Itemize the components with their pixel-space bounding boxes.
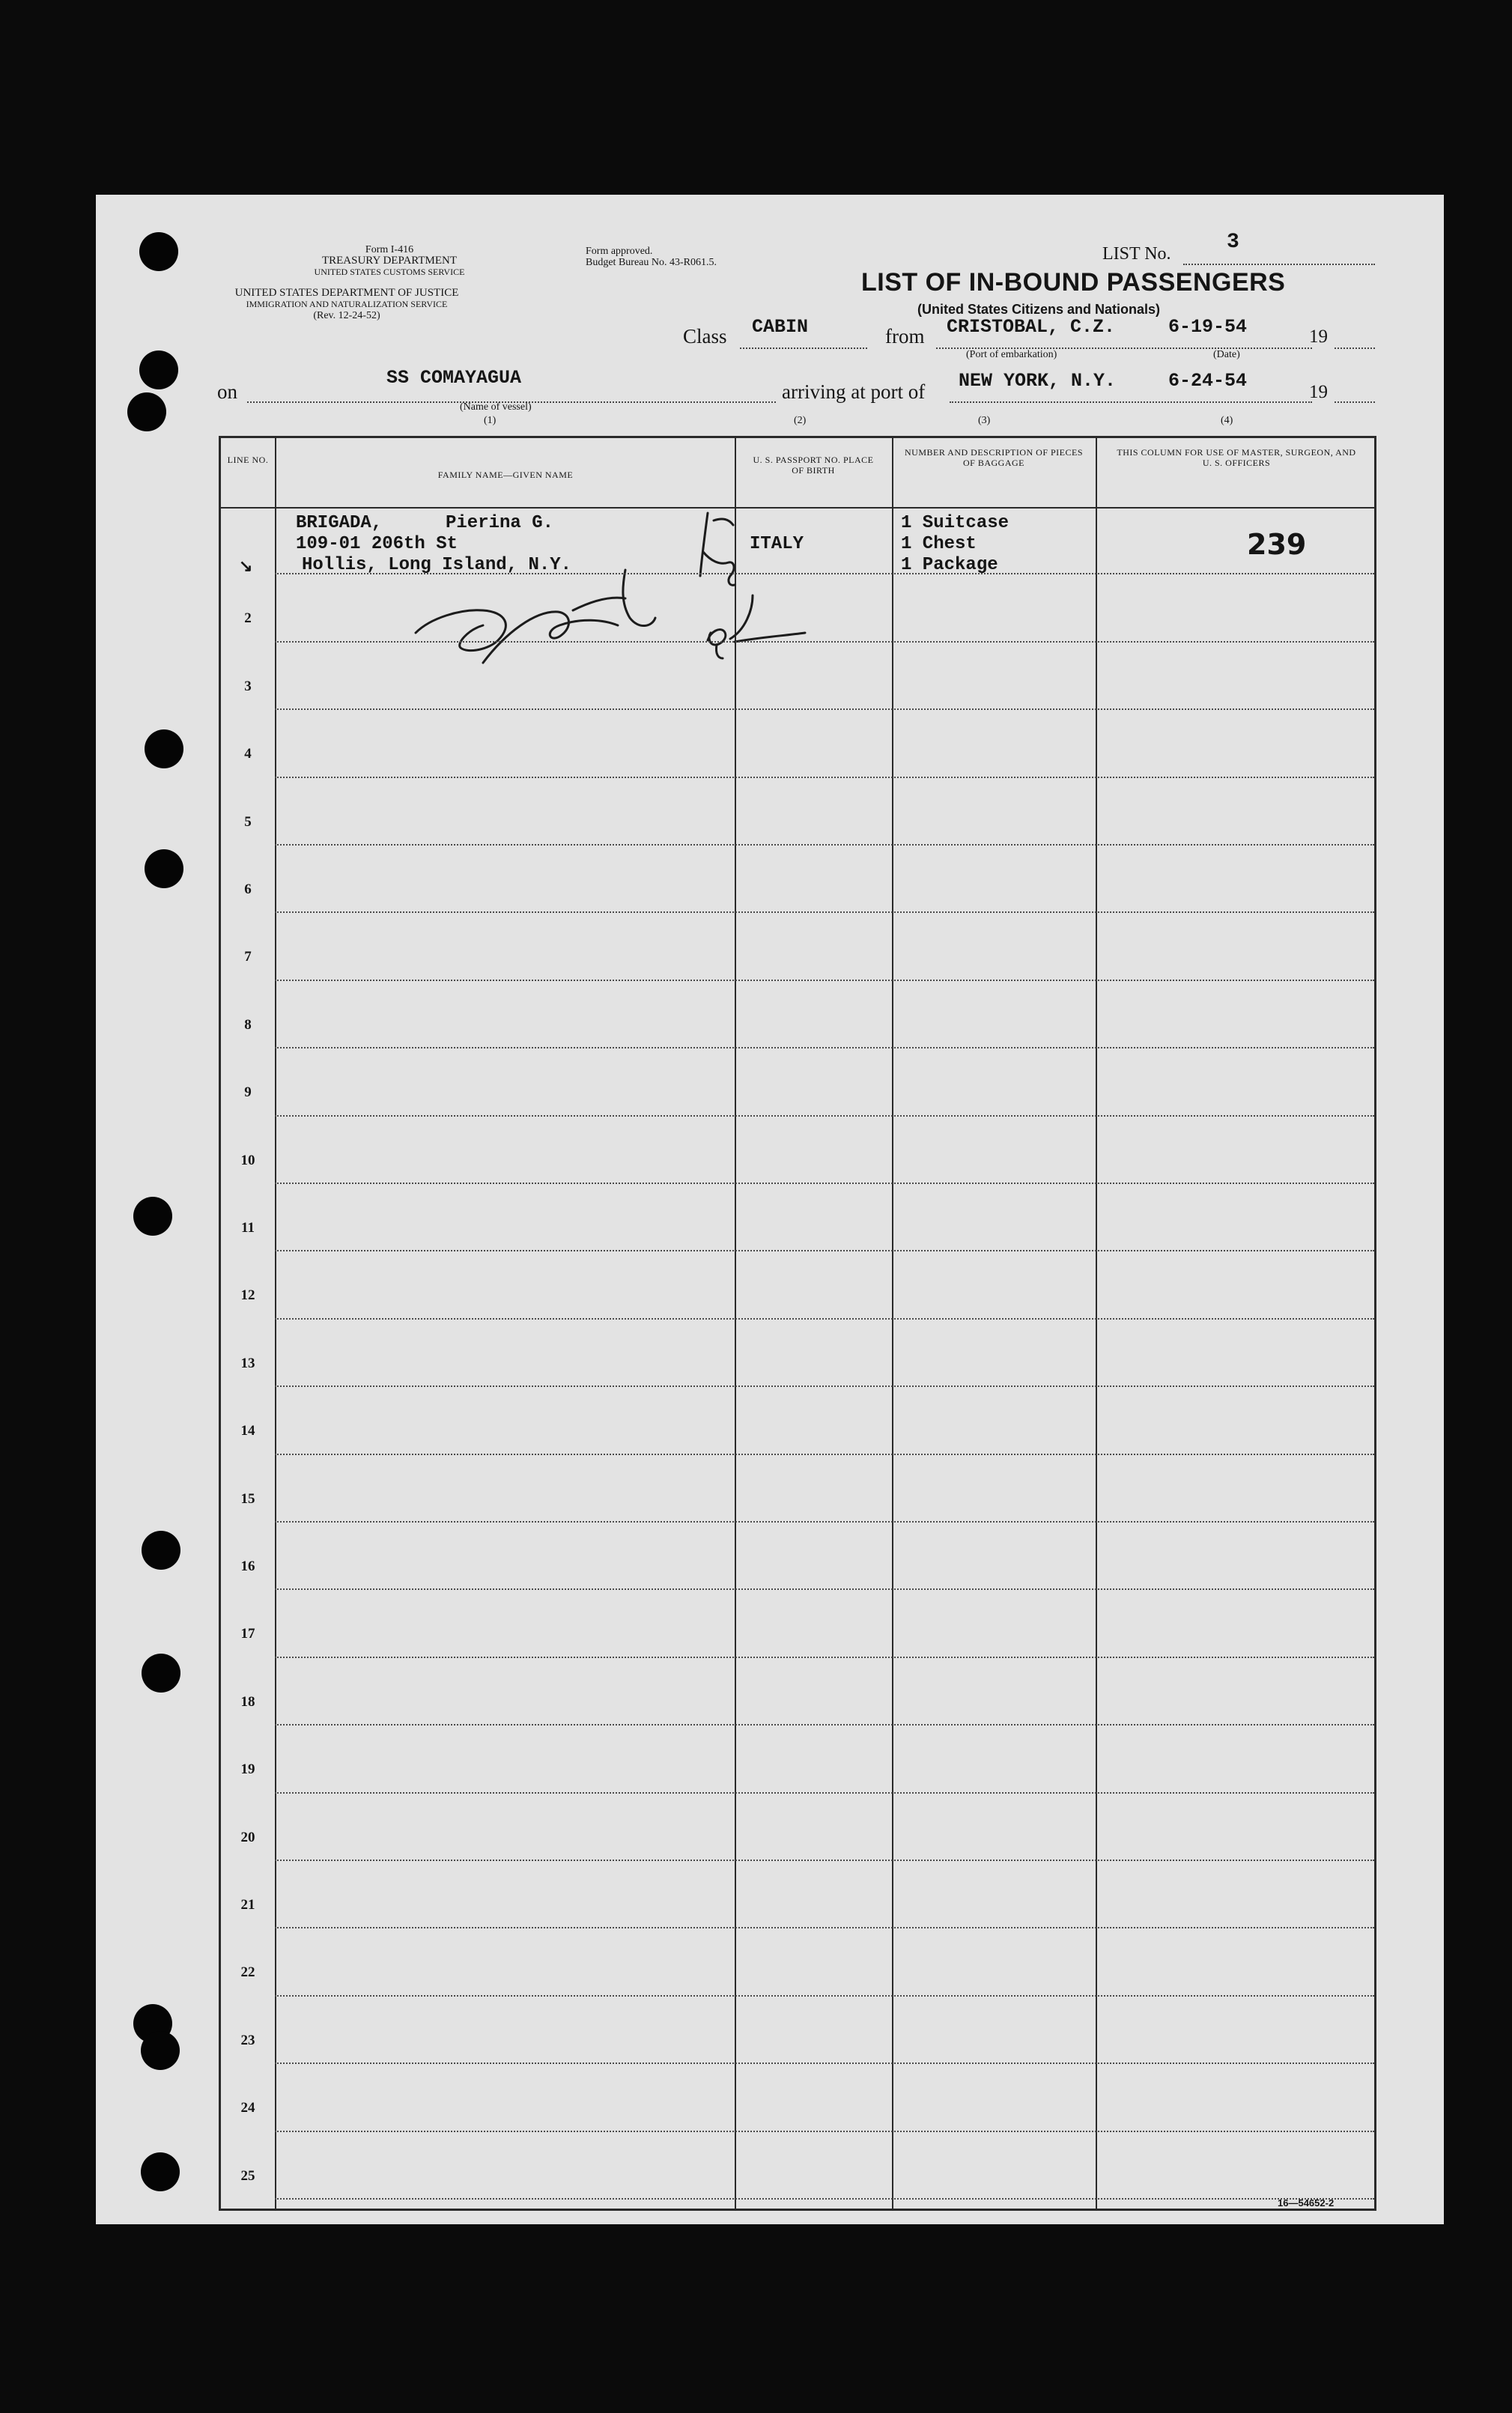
treasury-dept: TREASURY DEPARTMENT bbox=[321, 255, 458, 267]
place-of-birth: ITALY bbox=[750, 534, 804, 554]
column-number: (3) bbox=[978, 415, 991, 426]
arrival-port: NEW YORK, N.Y. bbox=[959, 370, 1117, 392]
row-rule bbox=[275, 777, 1374, 778]
arrival-date: 6-24-54 bbox=[1168, 370, 1248, 392]
class-label: Class bbox=[683, 325, 727, 347]
row-rule bbox=[275, 911, 1374, 913]
line-number: 24 bbox=[240, 2100, 255, 2116]
header-baggage: NUMBER AND DESCRIPTION OF PIECES OF BAGGAGE bbox=[904, 447, 1084, 468]
customs-service: UNITED STATES CUSTOMS SERVICE bbox=[314, 267, 465, 277]
vessel-caption: (Name of vessel) bbox=[460, 401, 532, 413]
line-number: 18 bbox=[240, 1694, 255, 1710]
line-number: 14 bbox=[240, 1423, 255, 1439]
binder-hole bbox=[145, 729, 183, 768]
binder-hole bbox=[141, 2031, 180, 2070]
list-no-label: LIST No. bbox=[1102, 244, 1171, 264]
line-number: 10 bbox=[240, 1153, 255, 1168]
line-number: 12 bbox=[240, 1287, 255, 1303]
on-label: on bbox=[217, 380, 237, 403]
ins-service: IMMIGRATION AND NATURALIZATION SERVICE bbox=[246, 299, 448, 309]
budget-bureau: Budget Bureau No. 43-R061.5. bbox=[586, 257, 717, 268]
list-number: 3 bbox=[1227, 231, 1239, 254]
line-number: 21 bbox=[240, 1897, 255, 1913]
row-rule bbox=[275, 1724, 1374, 1725]
line-number: 11 bbox=[241, 1220, 255, 1236]
row-rule bbox=[275, 1250, 1374, 1251]
justice-dept: UNITED STATES DEPARTMENT OF JUSTICE bbox=[234, 287, 459, 299]
line-number: 25 bbox=[240, 2168, 255, 2184]
row-rule bbox=[275, 1047, 1374, 1048]
form-approved: Form approved. bbox=[586, 246, 653, 257]
line-number: 2 bbox=[244, 610, 252, 626]
embarkation-port: CRISTOBAL, C.Z. bbox=[947, 316, 1116, 338]
line-number: 13 bbox=[240, 1356, 255, 1371]
row-rule bbox=[275, 1927, 1374, 1928]
binder-hole bbox=[142, 1531, 180, 1570]
column-number: (1) bbox=[484, 415, 497, 426]
header-officers: THIS COLUMN FOR USE OF MASTER, SURGEON, AND U. S. OFFICERS bbox=[1117, 447, 1356, 468]
form-subtitle: (United States Citizens and Nationals) bbox=[917, 302, 1161, 317]
row-rule bbox=[275, 641, 1374, 643]
row-rule bbox=[275, 1318, 1374, 1320]
row-rule bbox=[275, 708, 1374, 710]
row-rule bbox=[275, 1521, 1374, 1523]
officer-number: 239 bbox=[1247, 528, 1307, 561]
from-label: from bbox=[885, 325, 925, 347]
date-caption: (Date) bbox=[1213, 349, 1240, 360]
handwritten-signature bbox=[401, 498, 835, 678]
line-number: 3 bbox=[244, 679, 252, 694]
baggage-item: 1 Package bbox=[901, 555, 998, 575]
line-number: 16 bbox=[240, 1558, 255, 1574]
line-number: 22 bbox=[240, 1964, 255, 1980]
form-print-code: 16—54652-2 bbox=[1278, 2197, 1335, 2209]
passenger-table: LINE NO. FAMILY NAME—GIVEN NAME U. S. PASSPORT NO. PLACE OF BIRTH NUMBER AND DESCRIPTION OF PIECES OF BAGGAGE THIS COLUMN FOR USE OF MASTER, SURGEON, AND U. S. OFFICERS BRIGADA, Pierina G. 109-01 206th St Hollis, Long Island, N.Y. ITALY 1 Suitcase 1 Chest 1 Package 239 ↘ 2 3 4 5 6 7 8 9 10 11 12 13 14 15 16 17 18 19 20 21 22 23 24 25 bbox=[219, 436, 1376, 2211]
line-number: 5 bbox=[244, 814, 252, 830]
form-number: Form I-416 bbox=[365, 244, 414, 255]
line-number: 7 bbox=[244, 949, 252, 965]
line-number: 8 bbox=[244, 1017, 252, 1033]
year-prefix: 19 bbox=[1309, 382, 1328, 402]
revision-date: (Rev. 12-24-52) bbox=[313, 310, 380, 321]
row-rule bbox=[275, 573, 1374, 574]
baggage-item: 1 Chest bbox=[901, 534, 977, 554]
binder-hole bbox=[145, 849, 183, 888]
row-rule bbox=[275, 1860, 1374, 1861]
row-rule bbox=[275, 844, 1374, 846]
header-passport: U. S. PASSPORT NO. PLACE OF BIRTH bbox=[753, 455, 874, 476]
address-line-2: Hollis, Long Island, N.Y. bbox=[302, 555, 572, 575]
class-value: CABIN bbox=[752, 316, 809, 338]
column-number: (4) bbox=[1221, 415, 1233, 426]
row-rule bbox=[275, 1115, 1374, 1117]
binder-hole bbox=[133, 1197, 172, 1236]
line-number: 19 bbox=[240, 1761, 255, 1777]
binder-hole bbox=[142, 1654, 180, 1693]
row-rule bbox=[275, 1183, 1374, 1184]
binder-hole bbox=[139, 232, 178, 271]
line-number: 15 bbox=[240, 1491, 255, 1507]
row-rule bbox=[275, 2063, 1374, 2064]
row-rule bbox=[275, 1792, 1374, 1794]
row-rule bbox=[275, 1995, 1374, 1997]
row-rule bbox=[275, 2198, 1374, 2200]
vessel-name: SS COMAYAGUA bbox=[386, 367, 522, 389]
row-rule bbox=[275, 980, 1374, 981]
line-number: 4 bbox=[244, 746, 252, 762]
line-number: 6 bbox=[244, 881, 252, 897]
binder-hole bbox=[127, 392, 166, 431]
row-rule bbox=[275, 1454, 1374, 1455]
baggage-item: 1 Suitcase bbox=[901, 513, 1009, 533]
line-number: 9 bbox=[244, 1084, 252, 1100]
address-line-1: 109-01 206th St bbox=[296, 534, 458, 554]
port-of-embarkation-caption: (Port of embarkation) bbox=[966, 349, 1057, 360]
line-number: 23 bbox=[240, 2033, 255, 2048]
row-rule bbox=[275, 1588, 1374, 1590]
year-prefix: 19 bbox=[1309, 327, 1328, 347]
line-number: 17 bbox=[240, 1626, 255, 1642]
row-rule bbox=[275, 1385, 1374, 1387]
row-rule bbox=[275, 1657, 1374, 1658]
binder-hole bbox=[139, 350, 178, 389]
arriving-label: arriving at port of bbox=[782, 380, 926, 403]
header-family-name: FAMILY NAME—GIVEN NAME bbox=[437, 470, 574, 480]
form-title: LIST OF IN-BOUND PASSENGERS bbox=[861, 268, 1286, 297]
line-number: 20 bbox=[240, 1830, 255, 1845]
family-name: BRIGADA, bbox=[296, 513, 383, 533]
row-rule bbox=[275, 2131, 1374, 2132]
embarkation-date: 6-19-54 bbox=[1168, 316, 1248, 338]
binder-hole bbox=[141, 2152, 180, 2191]
column-number: (2) bbox=[794, 415, 807, 426]
header-line-no: LINE NO. bbox=[227, 455, 269, 465]
given-name: Pierina G. bbox=[446, 513, 554, 533]
